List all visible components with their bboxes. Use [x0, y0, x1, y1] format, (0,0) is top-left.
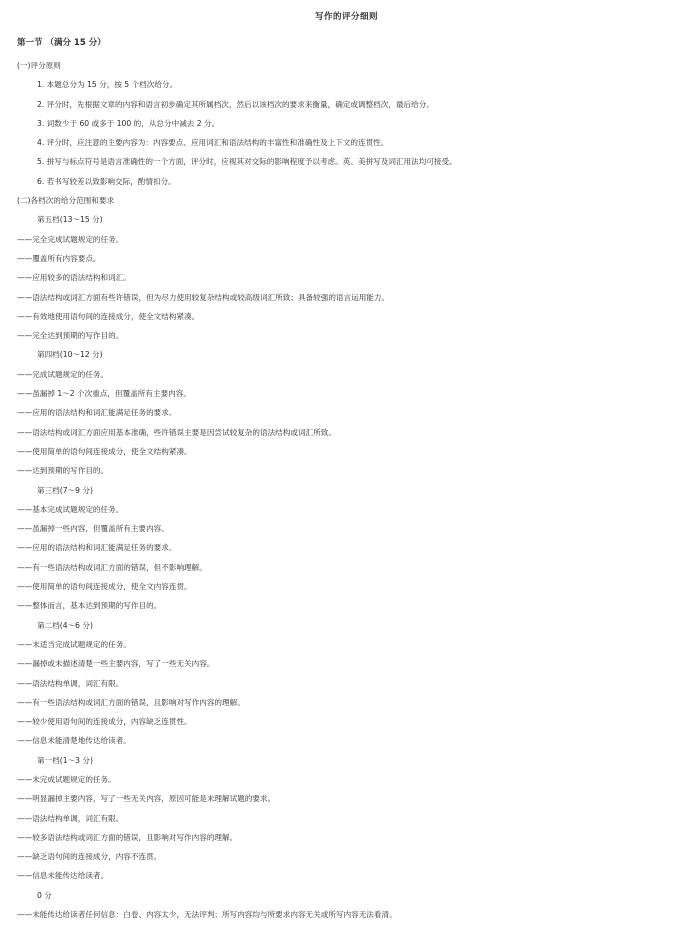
document-line: ——基本完成试题规定的任务。: [17, 504, 124, 514]
document-line: 3. 词数少于 60 或多于 100 的，从总分中减去 2 分。: [37, 118, 220, 128]
document-line: ——有一些语法结构或词汇方面的错误，但不影响理解。: [17, 562, 207, 572]
document-line: ——漏掉或未描述清楚一些主要内容，写了一些无关内容。: [17, 659, 215, 669]
document-line: ——虽漏掉 1～2 个次重点，但覆盖所有主要内容。: [17, 389, 191, 399]
document-line: ——未能传达给读者任何信息：白卷、内容太少，无法评判；所写内容均与所要求内容无关或所写内容无法看清。: [17, 910, 397, 920]
document-line: ——未完成试题规定的任务。: [17, 774, 116, 784]
document-line: ——未适当完成试题规定的任务。: [17, 639, 131, 649]
document-title: 写作的评分细则: [314, 12, 378, 22]
document-line: ——缺乏语句间的连接成分，内容不连贯。: [17, 852, 162, 862]
document-line: (一)评分原则: [17, 61, 61, 70]
document-line: ——完全完成试题规定的任务。: [17, 234, 124, 244]
document-line: ——有一些语法结构或词汇方面的错误，且影响对写作内容的理解。: [17, 697, 245, 707]
document-line: ——应用较多的语法结构和词汇。: [17, 273, 131, 283]
document-line: ——信息未能清楚地传达给读者。: [17, 736, 131, 746]
document-line: ——有效地使用语句间的连接成分，使全文结构紧凑。: [17, 311, 200, 321]
document-line: ——完成试题规定的任务。: [17, 369, 109, 379]
document-line: ——语法结构或词汇方面有些许错误，但为尽力使用较复杂结构或较高级词汇所致；具备较强的语言运用能力。: [17, 292, 390, 302]
document-line: ——完全达到预期的写作目的。: [17, 331, 124, 341]
document-line: ——语法结构单调，词汇有限。: [17, 678, 124, 688]
document-line: 1. 本题总分为 15 分，按 5 个档次给分。: [37, 80, 178, 90]
document-line: ——虽漏掉一些内容，但覆盖所有主要内容。: [17, 524, 169, 534]
document-line: 第一档(1～3 分): [37, 755, 93, 765]
document-line: 第三档(7～9 分): [37, 485, 93, 495]
document-line: 4. 评分时，应注意的主要内容为：内容要点、应用词汇和语法结构的丰富性和准确性及上下文的连贯性。: [37, 138, 389, 148]
document-line: 第四档(10～12 分): [37, 350, 103, 360]
document-line: ——使用简单的语句间连接成分，使全文内容连贯。: [17, 582, 192, 592]
document-line: ——覆盖所有内容要点。: [17, 253, 101, 263]
document-line: ——较多语法结构或词汇方面的错误，且影响对写作内容的理解。: [17, 832, 238, 842]
document-line: ——应用的语法结构和词汇能满足任务的要求。: [17, 408, 177, 418]
document-line: ——语法结构或词汇方面应用基本准确，些许错误主要是因尝试较复杂的语法结构或词汇所致。: [17, 427, 336, 437]
section-heading: 第一节 （满分 15 分）: [17, 38, 106, 48]
document-line: ——较少使用语句间的连接成分，内容缺乏连贯性。: [17, 717, 192, 727]
document-line: 第二档(4～6 分): [37, 620, 93, 630]
document-line: 2. 评分时，先根据文章的内容和语言初步确定其所属档次，然后以该档次的要求来衡量，确定或调整档次，最后给分。: [37, 99, 434, 109]
document-line: ——使用简单的语句间连接成分，使全文结构紧凑。: [17, 446, 192, 456]
document-line: ——整体而言，基本达到预期的写作目的。: [17, 601, 162, 611]
document-line: ——应用的语法结构和词汇能满足任务的要求。: [17, 543, 177, 553]
document-line: ——达到预期的写作目的。: [17, 466, 109, 476]
document-line: 0 分: [37, 890, 52, 900]
document-line: ——信息未能传达给读者。: [17, 871, 109, 881]
document-line: 第五档(13～15 分): [37, 215, 103, 225]
document-line: ——明显漏掉主要内容，写了一些无关内容，原因可能是未理解试题的要求。: [17, 794, 276, 804]
document-body: [0, 56, 693, 924]
document-line: 5. 拼写与标点符号是语言准确性的一个方面，评分时，应视其对交际的影响程度予以考虑。英、美拼写及词汇用法均可接受。: [37, 157, 457, 167]
document-line: 6. 若书写较差以致影响交际，酌情扣分。: [37, 176, 176, 186]
document-line: (二)各档次的给分范围和要求: [17, 196, 115, 206]
document-line: ——语法结构单调，词汇有限。: [17, 813, 124, 823]
